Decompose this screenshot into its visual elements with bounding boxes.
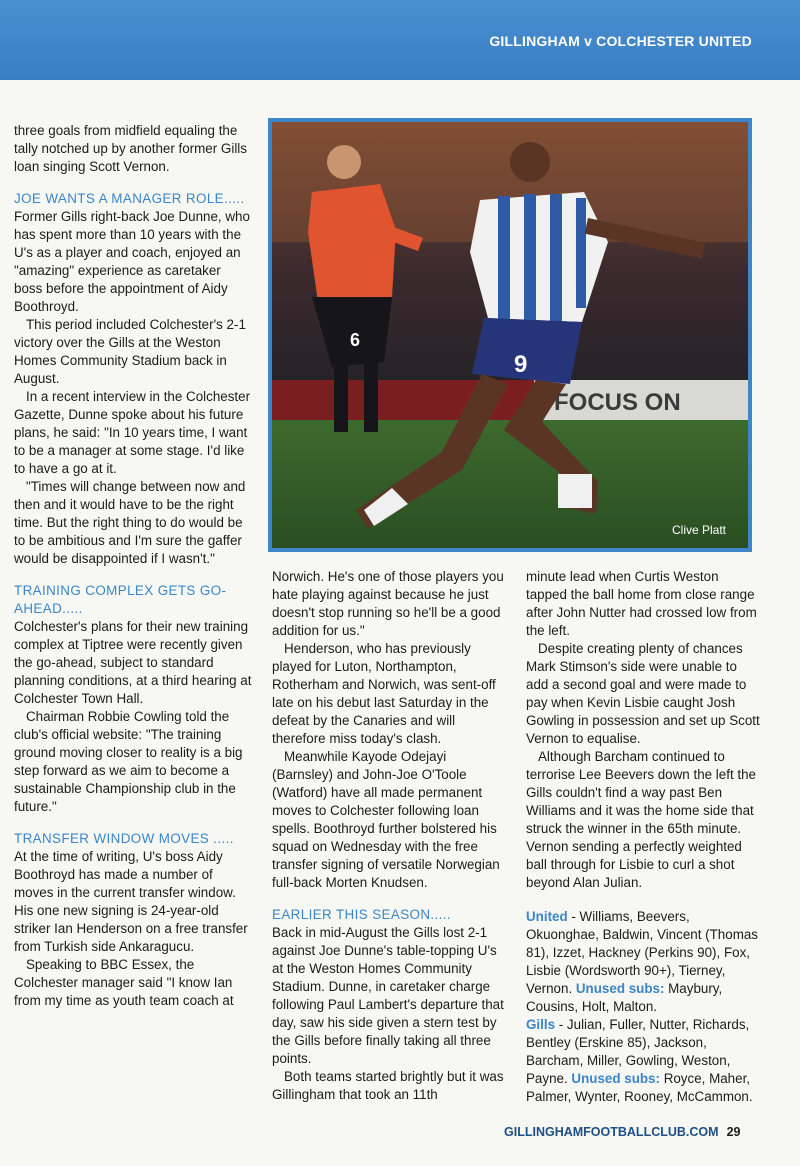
paragraph: Speaking to BBC Essex, the Colchester manager said "I know Ian from my time as youth team coach at [14, 957, 234, 1008]
paragraph: three goals from midfield equaling the tally notched up by another former Gills loan singing Scott Vernon. [14, 123, 247, 174]
lineup-text: - Williams, Beevers, Okuonghae, Baldwin, Vincent (Thomas 81), Izzet, Hackney (Perkins 90), Fox, Lisbie (Wordsworth 90+), Tierney, Vernon. [526, 909, 758, 996]
paragraph: Former Gills right-back Joe Dunne, who has spent more than 10 years with the U's as a player and coach, enjoyed an "amazing" experience as caretaker boss before the appointment of Aidy Boothroyd. [14, 209, 250, 314]
page-number: 29 [726, 1125, 741, 1139]
column-left [14, 122, 252, 1010]
paragraph: Despite creating plenty of chances Mark Stimson's side were unable to add a second goal and were made to pay when Kevin Lisbie caught Josh Gowling in possession and set up Scott Vernon to equalise. [526, 641, 760, 746]
team-label: United [526, 909, 568, 924]
paragraph: Colchester's plans for their new training complex at Tiptree were recently given the go-ahead, subject to standard planning conditions, at a third hearing at Colchester Town Hall. [14, 619, 252, 706]
team-lineup-united [526, 908, 762, 1016]
paragraph: Meanwhile Kayode Odejayi (Barnsley) and John-Joe O'Toole (Watford) have all made permanent moves to Colchester following loan spells. Boothroyd further bolstered his squad on Wednesday with the free transfer signing of versatile Norwegian full-back Morten Knudsen. [272, 749, 500, 890]
match-photo-illustration [272, 122, 748, 548]
team-lineup-gills [526, 1016, 762, 1106]
unused-subs-label: Unused subs: [571, 1071, 660, 1086]
column-right [526, 568, 762, 1106]
paragraph: Both teams started brightly but it was Gillingham that took an 11th [272, 1069, 504, 1102]
subs-text: Maybury, Cousins, Holt, Malton. [526, 981, 723, 1014]
section-heading: EARLIER THIS SEASON..... [272, 907, 452, 922]
advert-text: FOCUS ON [554, 389, 681, 416]
paragraph: Chairman Robbie Cowling told the club's official website: "The training ground moving closer to reality is a big step forward as we aim to become a sustainable Championship club in the future." [14, 709, 243, 814]
unused-subs-label: Unused subs: [575, 981, 665, 996]
paragraph: In a recent interview in the Colchester Gazette, Dunne spoke about his future plans, he said: "In 10 years time, I want to be a manager at some stage. I'd like to have a go at it. [14, 389, 251, 476]
match-title: GILLINGHAM v COLCHESTER UNITED [489, 33, 752, 49]
subs-text: Royce, Maher, Palmer, Wynter, Rooney, McCammon. [526, 1071, 753, 1104]
section-heading: TRAINING COMPLEX GETS GO-AHEAD..... [14, 583, 227, 616]
section-heading: JOE WANTS A MANAGER ROLE..... [14, 191, 245, 206]
match-photo [268, 118, 752, 552]
lineup-text: - Julian, Fuller, Nutter, Richards, Bentley (Erskine 85), Jackson, Barcham, Miller, Gowling, Weston, Payne. [526, 1017, 750, 1086]
paragraph: Although Barcham continued to terrorise Lee Beevers down the left the Gills couldn't find a way past Ben Williams and it was the home side that struck the winner in the 65th minute. Vernon sending a perfectly weighted ball through for Lisbie to curl a shot beyond Alan Julian. [526, 749, 757, 890]
paragraph: This period included Colchester's 2-1 victory over the Gills at the Weston Homes Community Stadium back in August. [14, 317, 246, 386]
svg-text:6: 6 [350, 330, 361, 350]
team-label: Gills [526, 1017, 556, 1032]
column-middle [272, 568, 508, 1104]
page-footer [504, 1125, 740, 1139]
paragraph: "Times will change between now and then and it would have to be the right time. But the right thing to do would be to be ambitious and I'm sure the gaffer would be disappointed if I wasn't." [14, 479, 246, 566]
paragraph: minute lead when Curtis Weston tapped the ball home from close range after John Nutter had crossed low from the left. [526, 569, 757, 638]
paragraph: Back in mid-August the Gills lost 2-1 against Joe Dunne's table-topping U's at the Weston Homes Community Stadium. Dunne, in caretaker charge following Paul Lambert's departure that day, saw his side given a stern test by the Gills before finally taking all three points. [272, 925, 504, 1066]
svg-text:9: 9 [514, 351, 528, 378]
header-bar [0, 0, 800, 80]
website-link[interactable]: GILLINGHAMFOOTBALLCLUB.COM [504, 1125, 719, 1139]
paragraph: Norwich. He's one of those players you hate playing against because he just doesn't stop running so he'll be a good addition for us." [272, 569, 504, 638]
paragraph: At the time of writing, U's boss Aidy Boothroyd has made a number of moves in the current transfer window. His one new signing is 24-year-old striker Ian Henderson on a free transfer from Turkish side Ankaragucu. [14, 849, 248, 954]
photo-credit: Clive Platt [672, 523, 727, 537]
paragraph: Henderson, who has previously played for Luton, Northampton, Rotherham and Norwich, was sent-off late on his debut last Saturday in the defeat by the Canaries and will therefore miss today's clash. [272, 641, 496, 746]
section-heading: TRANSFER WINDOW MOVES ..... [14, 831, 234, 846]
